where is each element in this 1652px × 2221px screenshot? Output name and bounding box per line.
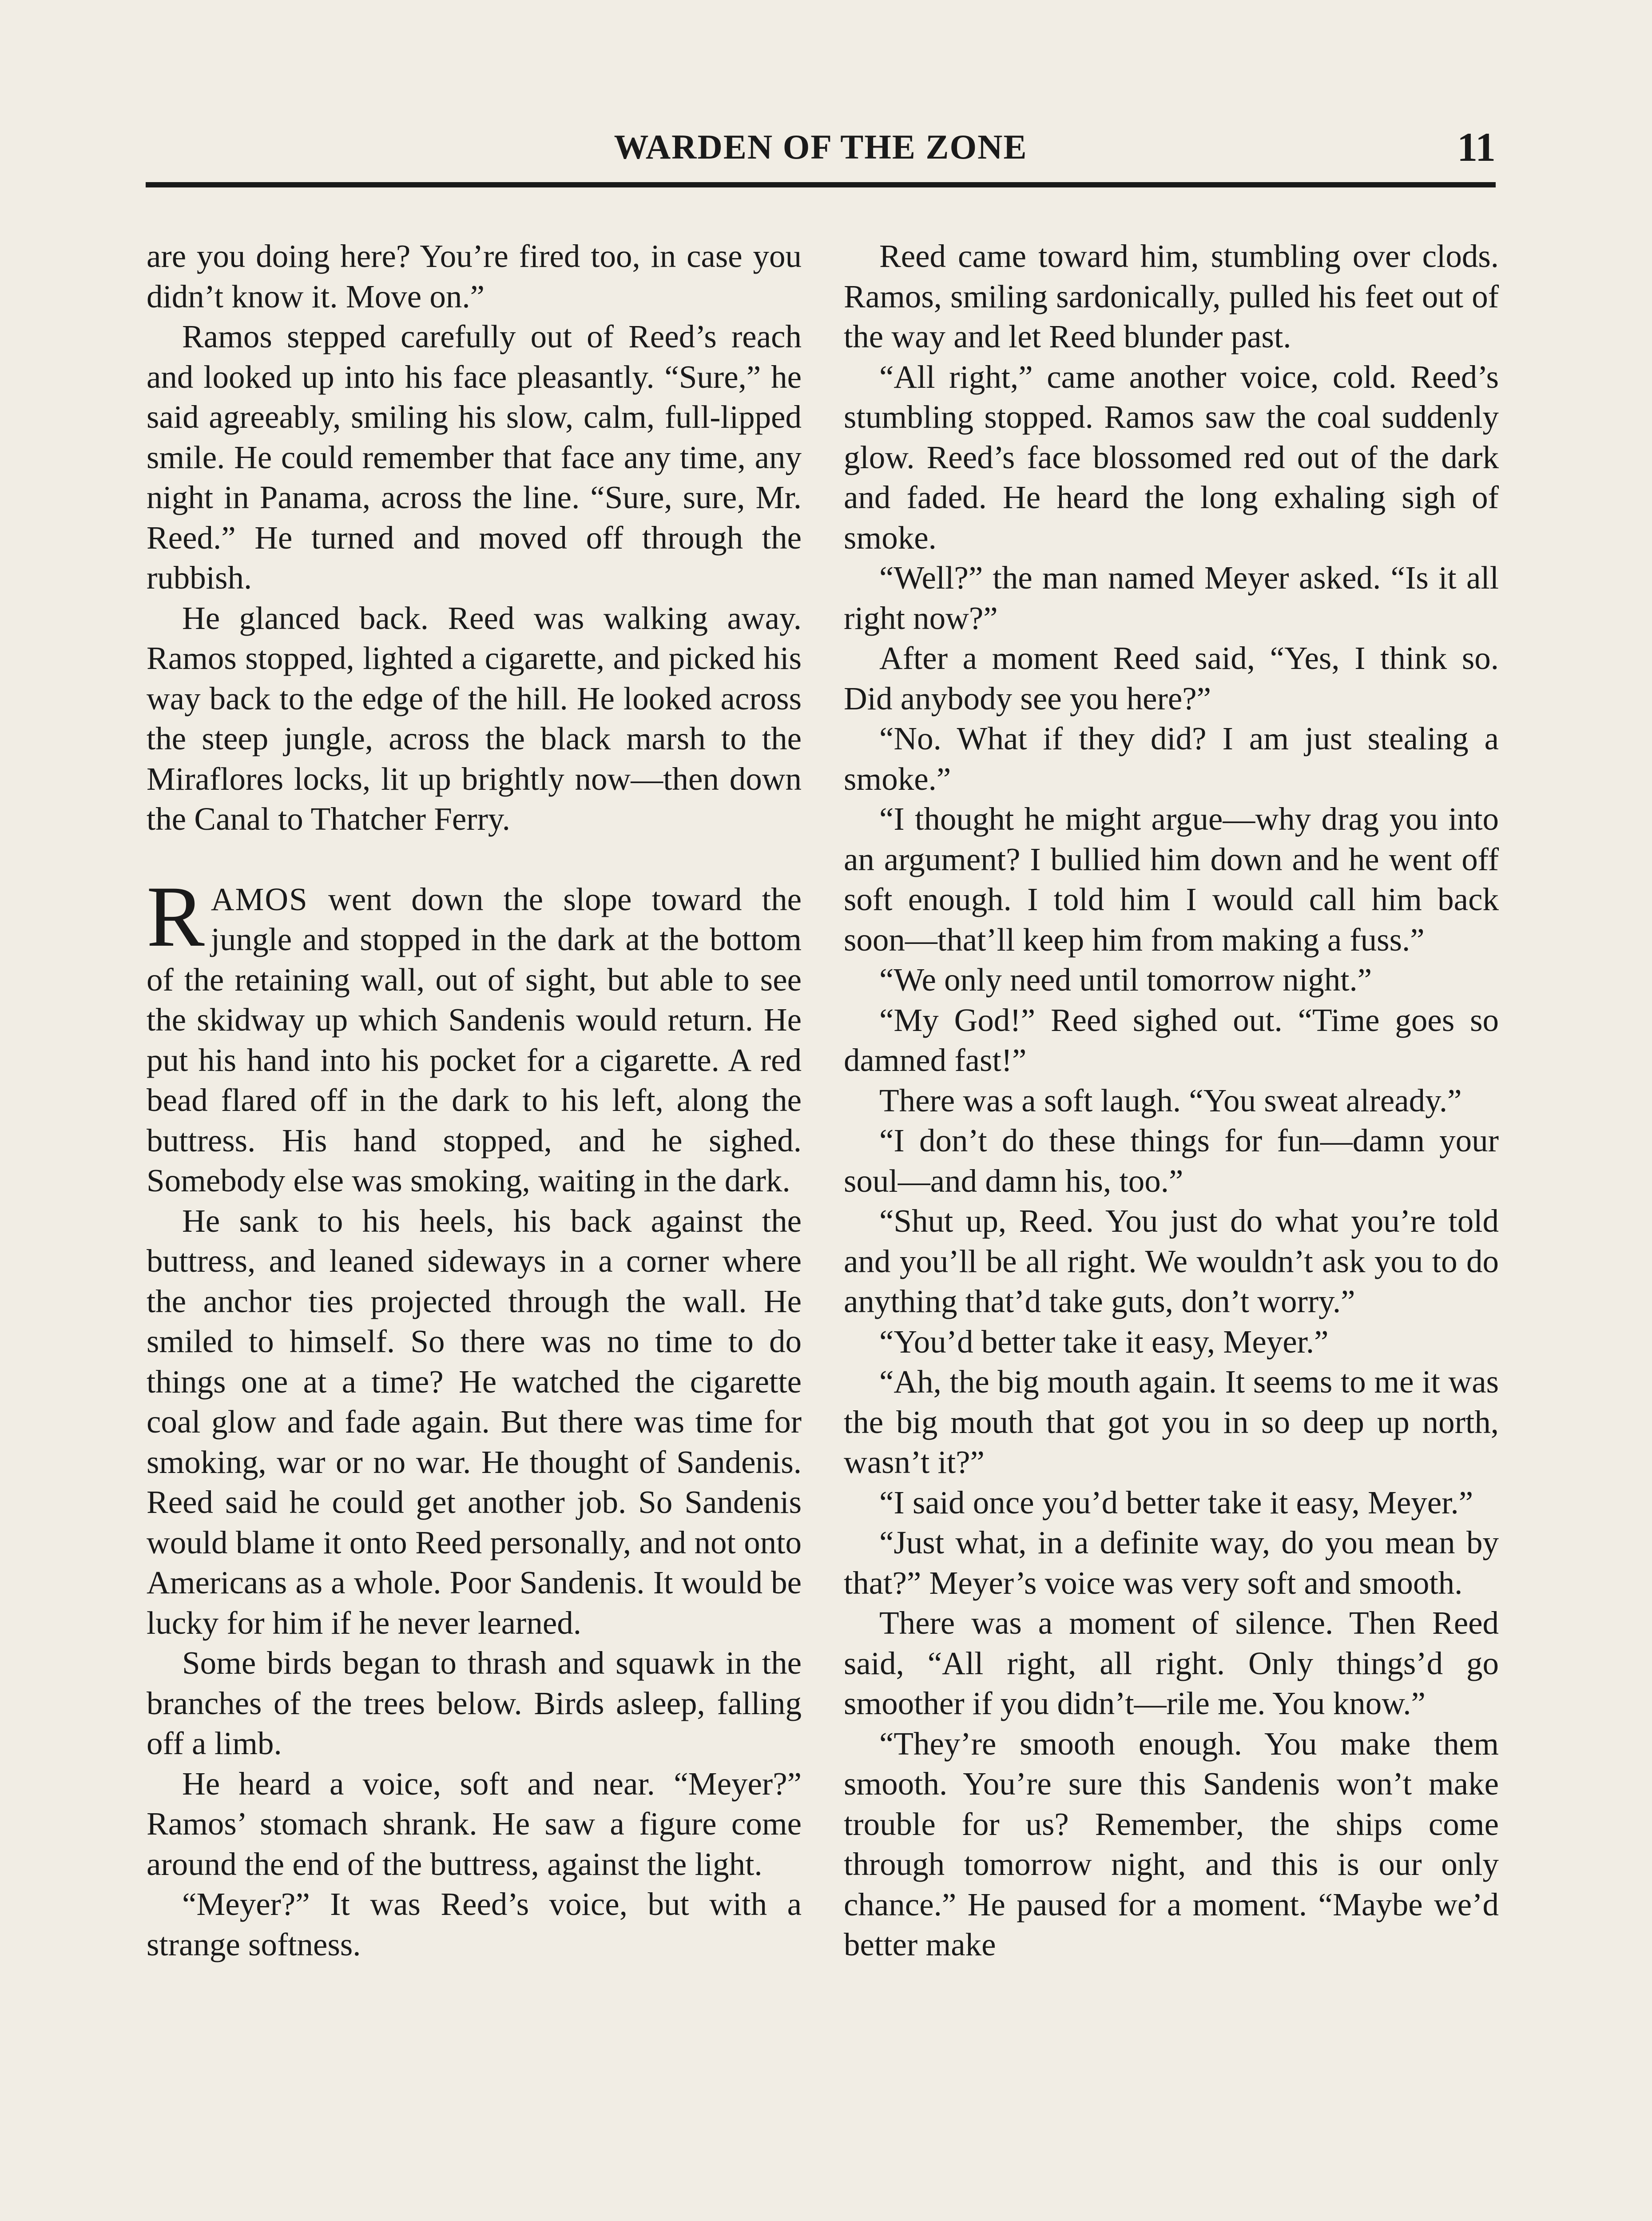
paragraph: “They’re smooth enough. You make them smooth. You’re sure this Sandenis won’t make trouble for us? Remember, the ships come through tomorrow night, and this is our only chance.” He paused for a moment. “Maybe we’d better make [844, 1725, 1499, 1962]
paragraph: “I thought he might argue—why drag you into an argument? I bullied him down and he went off soft enough. I told him I would call him back soon—that’ll keep him from making a fuss.” [844, 801, 1499, 958]
drop-cap: R [147, 868, 205, 965]
page-number: 11 [1457, 124, 1496, 170]
paragraph: “Just what, in a definite way, do you mean by that?” Meyer’s voice was very soft and smooth. [844, 1524, 1499, 1601]
paragraph: “Meyer?” It was Reed’s voice, but with a strange softness. [147, 1886, 802, 1962]
paragraph: “You’d better take it easy, Meyer.” [879, 1323, 1329, 1360]
paragraph: Ramos stepped carefully out of Reed’s reach and looked up into his face pleasantly. “Sure,” he said agreeably, smiling his slow, calm, full-lipped smile. He could remember that face any time, any night in Panama, across the line. “Sure, sure, Mr. Reed.” He turned and moved off through the rubbish. [147, 318, 802, 596]
paragraph: “Ah, the big mouth again. It seems to me it was the big mouth that got you in so deep up north, wasn’t it?” [844, 1364, 1499, 1480]
paragraph: “I said once you’d better take it easy, Meyer.” [879, 1484, 1473, 1520]
paragraph: “My God!” Reed sighed out. “Time goes so damned fast!” [844, 1002, 1499, 1078]
running-header [146, 119, 1496, 177]
paragraph: “Well?” the man named Meyer asked. “Is it all right now?” [844, 560, 1499, 636]
paragraph: “We only need until tomorrow night.” [879, 962, 1372, 998]
running-title: WARDEN OF THE ZONE [614, 127, 1028, 166]
section-paragraph [147, 868, 802, 1201]
paragraph-text: went down the slope toward the jungle and stopped in the dark at the bottom of the retaining wall, out of sight, but able to see the skidway up which Sandenis would return. He put his hand into his pocket for a cigarette. A red bead flared off in the dark to his left, along the buttress. His hand stopped, and he sighed. Somebody else was smoking, waiting in the dark. [147, 881, 802, 1198]
paragraph: Some birds began to thrash and squawk in the branches of the trees below. Birds asleep, falling off a limb. [147, 1645, 802, 1761]
paragraph: He sank to his heels, his back against the buttress, and leaned sideways in a corner where the anchor ties projected through the wall. He smiled to himself. So there was no time to do things one at a time? He watched the cigarette coal glow and fade again. But there was time for smoking, war or no war. He thought of Sandenis. Reed said he could get another job. So Sandenis would blame it onto Reed personally, and not onto Americans as a whole. Poor Sandenis. It would be lucky for him if he never learned. [147, 1202, 802, 1641]
paragraph: “Shut up, Reed. You just do what you’re told and you’ll be all right. We wouldn’t ask you to do anything that’d take guts, don’t worry.” [844, 1203, 1499, 1319]
right-column [844, 236, 1499, 1965]
paragraph: Reed came toward him, stumbling over clods. Ramos, smiling sardonically, pulled his feet out of the way and let Reed blunder past. [844, 238, 1499, 354]
header-rule [146, 182, 1496, 187]
paragraph: “All right,” came another voice, cold. Reed’s stumbling stopped. Ramos saw the coal suddenly glow. Reed’s face blossomed red out of the dark and faded. He heard the long exhaling sigh of smoke. [844, 358, 1499, 556]
small-caps-lead: AMOS [210, 881, 308, 917]
left-column [147, 236, 802, 1965]
paragraph: He glanced back. Reed was walking away. Ramos stopped, lighted a cigarette, and picked his way back to the edge of the hill. He looked across the steep jungle, across the black marsh to the Miraflores locks, lit up brightly now—then down the Canal to Thatcher Ferry. [147, 600, 802, 837]
paragraph: There was a moment of silence. Then Reed said, “All right, all right. Only things’d go smoother if you didn’t—rile me. You know.” [844, 1605, 1499, 1721]
paragraph: After a moment Reed said, “Yes, I think so. Did anybody see you here?” [844, 640, 1499, 716]
paragraph: There was a soft laugh. “You sweat already.” [879, 1082, 1462, 1118]
paragraph: He heard a voice, soft and near. “Meyer?” Ramos’ stomach shrank. He saw a figure come around the end of the buttress, against the light. [147, 1765, 802, 1882]
paragraph: “I don’t do these things for fun—damn your soul—and damn his, too.” [844, 1122, 1499, 1199]
paragraph: “No. What if they did? I am just stealing a smoke.” [844, 720, 1499, 797]
paragraph: are you doing here? You’re fired too, in case you didn’t know it. Move on.” [147, 238, 802, 314]
